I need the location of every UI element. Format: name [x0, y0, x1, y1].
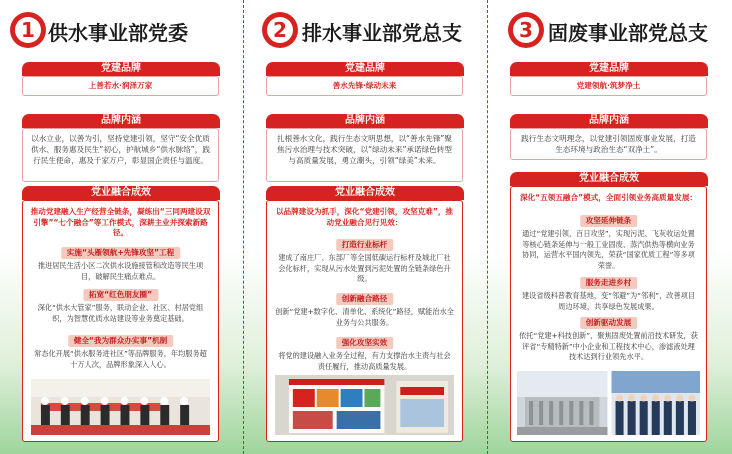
connotation-text: 践行生态文明理念，以党建引领固废事业发展，打造生态环境与政治生态“双净土”。	[521, 134, 696, 154]
connotation-box	[266, 128, 463, 182]
brand-box	[510, 76, 707, 96]
brand-label: 党建品牌	[22, 62, 220, 76]
item-subtitle: 攻坚延伸链条	[580, 215, 638, 227]
results-panel	[22, 200, 219, 442]
item-subtitle: 打造行业标杆	[336, 239, 394, 251]
results-label: 党业融合成效	[510, 172, 708, 186]
connotation-label: 品牌内涵	[510, 114, 708, 128]
connotation-text: 扎根善水文化，践行生态文明思想，以“善水先锋”聚焦污水治理与技术突破，以“绿动未来”承诺绿色转型与高质量发展，勇立潮头，引领“绿美”未来。	[277, 134, 452, 165]
item-subtitle: 强化攻坚实效	[336, 337, 394, 349]
column-water-supply	[0, 0, 243, 454]
brand-text: 上善若水·润泽万家	[88, 81, 153, 90]
brand-text: 善水先锋·绿动未来	[332, 81, 397, 90]
column-header	[244, 8, 487, 54]
number-badge-icon	[262, 8, 302, 52]
item-text: 创新“党建+数字化、清单化、系统化”路径，赋能治水全业务与公共服务。	[275, 307, 454, 327]
brand-label: 党建品牌	[266, 62, 464, 76]
item-text: 推进居民生活小区二次供水设施接管和改造等民生项目，破解民生痛点难点。	[37, 261, 204, 281]
item-text: 常态化开展“供水服务进社区”等品牌服务，年均服务超十万人次，品牌形象深入人心。	[34, 349, 207, 369]
facility-and-team-photos	[517, 371, 700, 435]
column-title: 排水事业部党总支	[302, 21, 462, 45]
brand-label: 党建品牌	[510, 62, 708, 76]
item-text: 建设省级科普教育基地，变“邻避”为“邻利”，改善项目周边环境，共享绿色发展成果。	[521, 291, 696, 311]
number-badge-icon	[508, 8, 548, 52]
exhibition-board-photo	[275, 375, 454, 435]
results-lead: 以品牌建设为抓手，深化“党建引领，攻坚克难”，推动党业融合见行见效：	[275, 207, 454, 227]
results-panel	[266, 200, 463, 442]
column-header	[0, 8, 243, 54]
column-title: 固废事业部党总支	[548, 21, 708, 45]
results-label: 党业融合成效	[266, 186, 464, 200]
column-header	[488, 8, 732, 54]
connotation-label: 品牌内涵	[266, 114, 464, 128]
item-text: 将党的建设融入业务全过程，有力支撑治水主责与社会责任履行，推动高质量发展。	[278, 351, 451, 371]
item-subtitle: 实施“头雁领航+先锋攻坚”工程	[61, 247, 180, 259]
results-lead: 深化“五领五融合”模式，全面引领业务高质量发展：	[519, 193, 698, 202]
connotation-label: 品牌内涵	[22, 114, 220, 128]
brand-box	[22, 76, 219, 96]
item-subtitle: 健全“我为群众办实事”机制	[68, 335, 174, 347]
item-subtitle: 服务走进乡村	[580, 277, 638, 289]
connotation-text: 以水立业，以善为引，坚持党建引领，坚守“安全优质供水、服务惠及民生”初心，护航城乡“供水脉络”，践行民生使命，惠及千家万户，彰显国企责任与温度。	[31, 134, 210, 165]
group-photo	[31, 379, 210, 435]
item-subtitle: 创新融合路径	[336, 293, 394, 305]
item-text: 依托“党建+科技创新”，聚焦固废处置前沿技术研发，获评省“专精特新”中小企业和工程技术中心，渗滤液处理技术达到行业领先水平。	[519, 331, 698, 361]
results-panel	[510, 186, 707, 442]
number-badge-text: 3	[519, 18, 533, 42]
item-text: 建成了南庄厂、东部厂等全国低碳运行标杆及城北厂社会化标杆，实现从污水处置到污泥处置的全链条绿色升级。	[278, 253, 451, 283]
item-text: 深化“供水大管家”服务，联动企业、社区、村居党组织，为智慧优质水站建设等业务奠定基础。	[37, 303, 204, 323]
number-badge-icon	[10, 8, 50, 52]
item-subtitle: 拓宽“红色朋友圈”	[83, 289, 158, 301]
column-title: 供水事业部党委	[48, 21, 188, 45]
item-text: 通过“党建引领，百日攻坚”，实现污泥、飞灰收运处置等核心链条延伸与一般工业固废、蒸汽供热等横向业务协同，运营水平国内领先，荣获“国家优质工程”等多项荣誉。	[522, 229, 695, 270]
column-solid-waste	[488, 0, 732, 454]
number-badge-text: 2	[273, 18, 287, 42]
brand-text: 党建领航·筑梦净土	[576, 81, 641, 90]
results-label: 党业融合成效	[22, 186, 220, 200]
connotation-box	[510, 128, 707, 160]
results-lead: 推动党建融入生产经营全链条，凝练出“三同两建设双引擎”“七个融合”等工作模式，深耕主业并探索新路径。	[30, 207, 211, 237]
brand-box	[266, 76, 463, 96]
connotation-box	[22, 128, 219, 182]
item-subtitle: 创新驱动发展	[580, 317, 638, 329]
number-badge-text: 1	[21, 18, 35, 42]
column-drainage	[244, 0, 487, 454]
